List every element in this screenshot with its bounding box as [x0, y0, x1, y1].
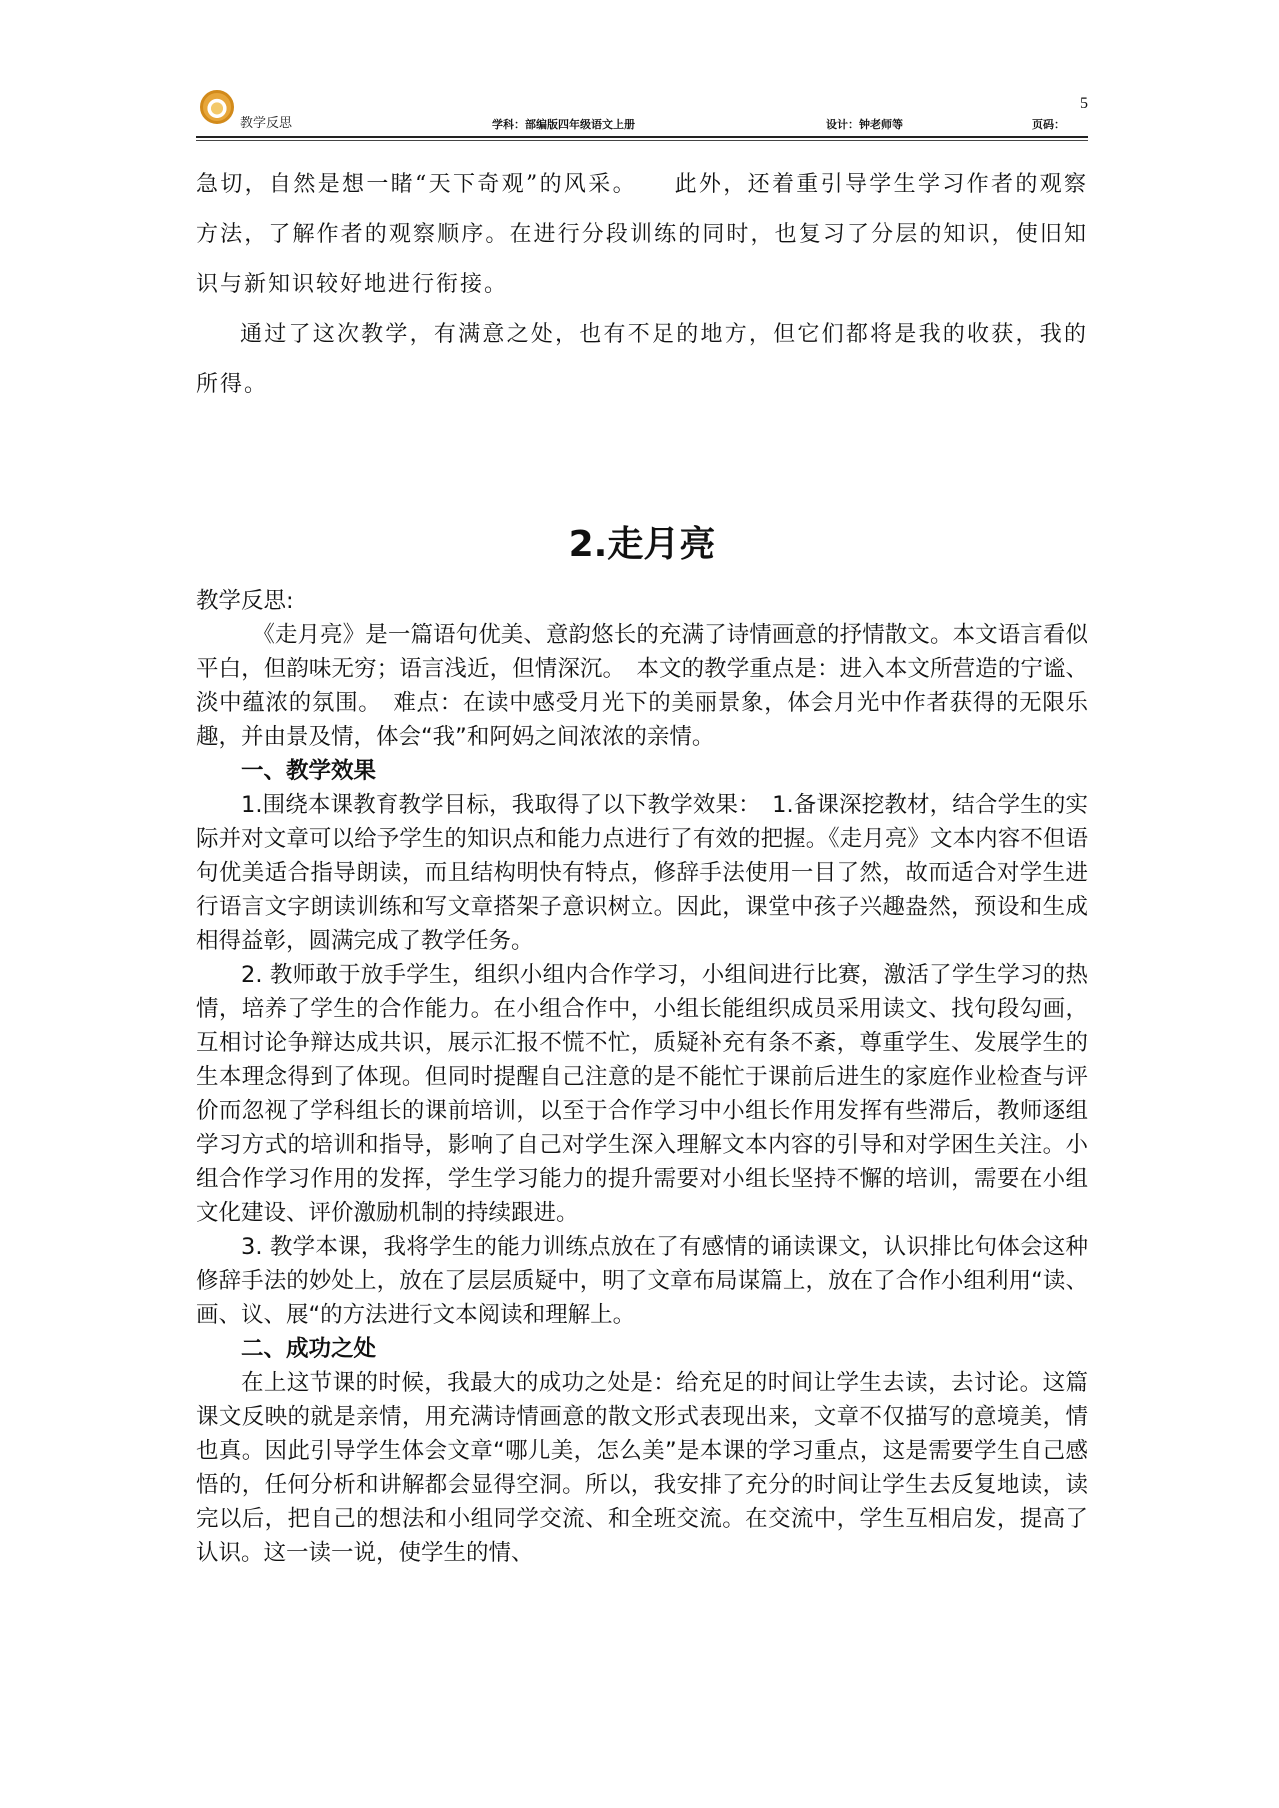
paragraph: 1.围绕本课教育教学目标，我取得了以下教学效果： 1.备课深挖教材，结合学生的实际并对文章可以给予学生的知识点和能力点进行了有效的把握。《走月亮》文本内容不但语句优美适合指导朗读，而且结构明快有特点，修辞手法使用一目了然，故而适合对学生进行语言文字朗读训练和写文章搭架子意识树立。因此，课堂中孩子兴趣盎然，预设和生成相得益彰，圆满完成了教学任务。: [196, 792, 1088, 954]
paragraph: 3. 教学本课，我将学生的能力训练点放在了有感情的诵读课文，认识排比句体会这种修辞手法的妙处上，放在了层层质疑中，明了文章布局谋篇上，放在了合作小组利用“读、画、议、展“的方法进行文本阅读和理解上。: [196, 1234, 1088, 1328]
header-subject: 学科：部编版四年级语文上册: [492, 118, 635, 131]
heading: 二、成功之处: [241, 1336, 377, 1362]
section-title: 2.走月亮: [568, 524, 716, 565]
logo-icon: [200, 90, 234, 124]
section-body: [196, 584, 1088, 1570]
heading: 一、教学效果: [241, 758, 377, 784]
paragraph: 急切，自然是想一睹“天下奇观”的风采。 此外，还着重引导学生学习作者的观察方法，了解作者的观察顺序。在进行分段训练的同时，也复习了分层的知识，使旧知识与新知识较好地进行衔接。: [196, 172, 1088, 297]
paragraph: 在上这节课的时候，我最大的成功之处是：给充足的时间让学生去读，去讨论。这篇课文反映的就是亲情，用充满诗情画意的散文形式表现出来，文章不仅描写的意境美，情也真。因此引导学生体会文章“哪儿美，怎么美”是本课的学习重点，这是需要学生自己感悟的，任何分析和讲解都会显得空洞。所以，我安排了充分的时间让学生去反复地读，读完以后，把自己的想法和小组同学交流、和全班交流。在交流中，学生互相启发，提高了认识。这一读一说，使学生的情、: [196, 1370, 1088, 1566]
page-number: 5: [1080, 95, 1088, 112]
header-design: 设计：钟老师等: [826, 118, 903, 131]
reflection-label: 教学反思:: [196, 588, 294, 614]
header-label: 教学反思: [240, 116, 293, 131]
paragraph: 2. 教师敢于放手学生，组织小组内合作学习，小组间进行比赛，激活了学生学习的热情，培养了学生的合作能力。在小组合作中，小组长能组织成员采用读文、找句段勾画，互相讨论争辩达成共识，展示汇报不慌不忙，质疑补充有条不紊，尊重学生、发展学生的生本理念得到了体现。但同时提醒自己注意的是不能忙于课前后进生的家庭作业检查与评价而忽视了学科组长的课前培训，以至于合作学习中小组长作用发挥有些滞后，教师逐组学习方式的培训和指导，影响了自己对学生深入理解文本内容的引导和对学困生关注。小组合作学习作用的发挥，学生学习能力的提升需要对小组长坚持不懈的培训，需要在小组文化建设、评价激励机制的持续跟进。: [196, 962, 1088, 1226]
page-header: [196, 90, 1088, 138]
previous-section-text: [196, 160, 1088, 410]
paragraph: 通过了这次教学，有满意之处，也有不足的地方，但它们都将是我的收获，我的所得。: [196, 322, 1088, 397]
header-page-label: 页码：: [1032, 118, 1065, 131]
paragraph: 《走月亮》是一篇语句优美、意韵悠长的充满了诗情画意的抒情散文。本文语言看似平白，但韵味无穷；语言浅近，但情深沉。 本文的教学重点是：进入本文所营造的宁谧、淡中蕴浓的氛围。 难点：在读中感受月光下的美丽景象，体会月光中作者获得的无限乐趣，并由景及情，体会“我”和阿妈之间浓浓的亲情。: [196, 622, 1088, 750]
